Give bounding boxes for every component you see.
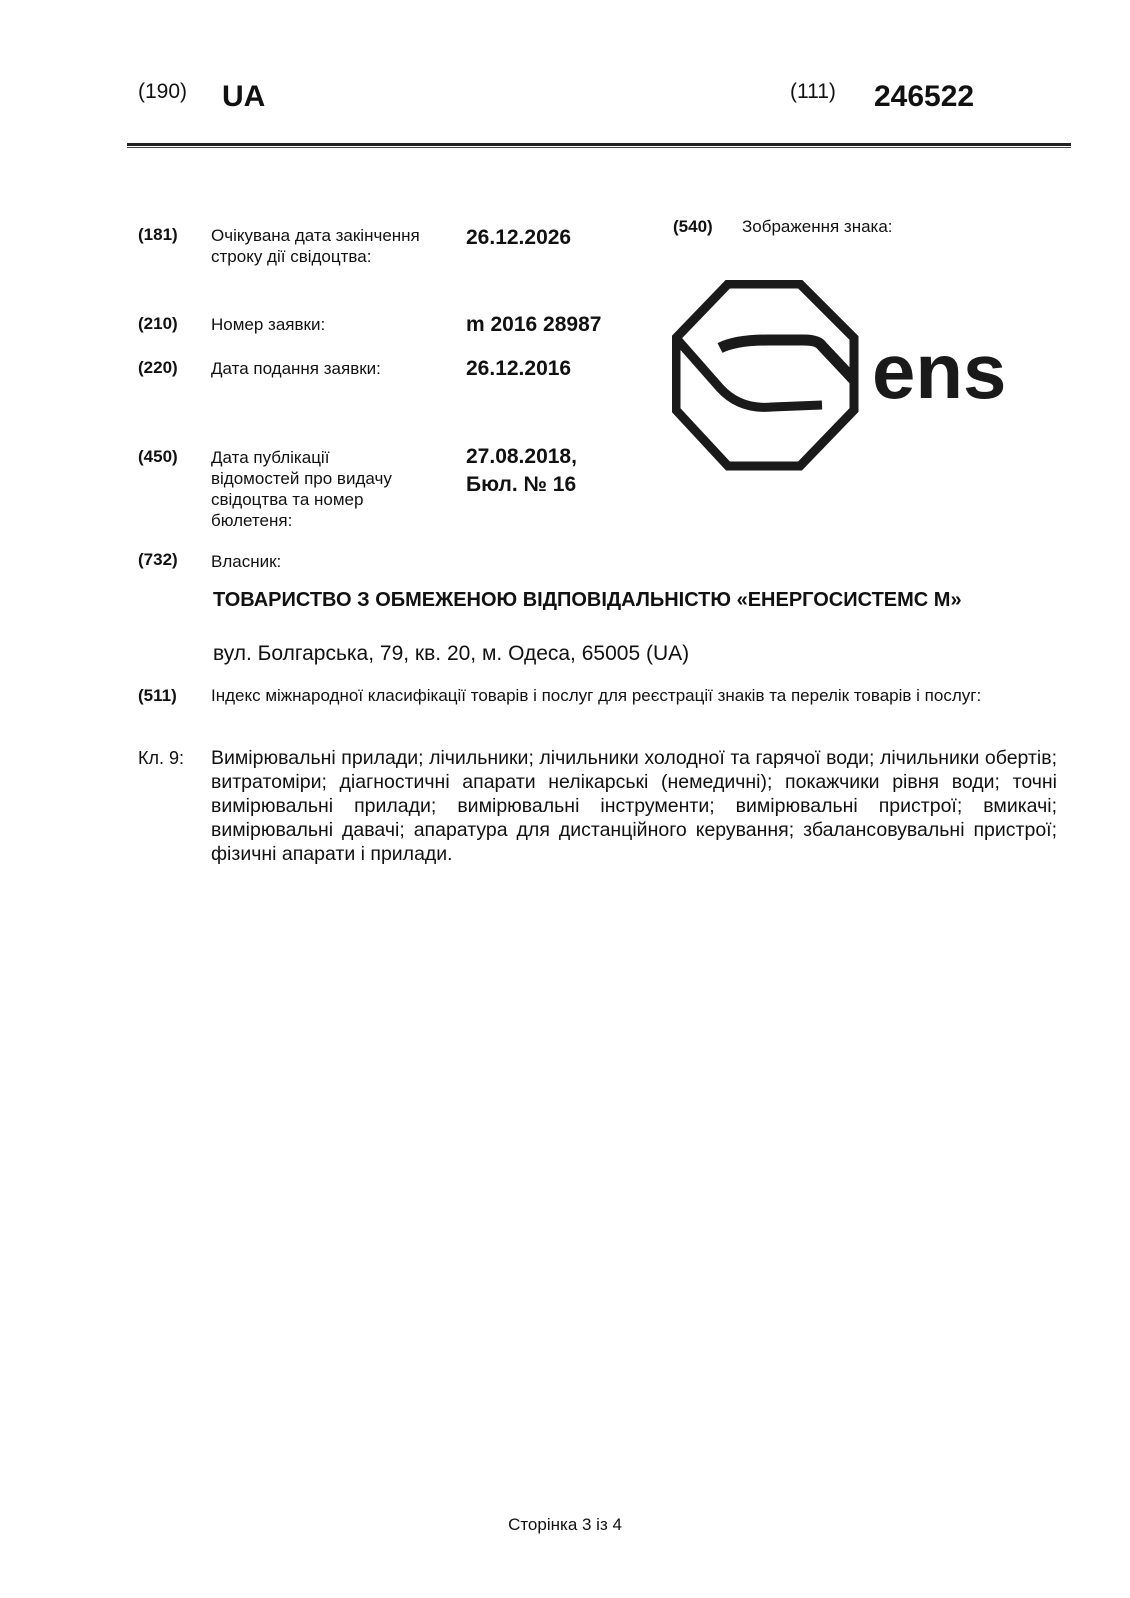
field-220-label: Дата подання заявки:: [211, 359, 381, 378]
registration-number: 246522: [874, 80, 975, 113]
field-210-label: Номер заявки:: [211, 315, 326, 334]
field-220-code: (220): [138, 358, 178, 377]
field-210-value: m 2016 28987: [466, 313, 602, 336]
field-732-code: (732): [138, 550, 178, 569]
page-number: Сторінка 3 із 4: [508, 1515, 622, 1534]
logo-text: ens: [872, 327, 1007, 415]
field-450-value-date: 27.08.2018,: [466, 445, 577, 468]
owner-address: вул. Болгарська, 79, кв. 20, м. Одеса, 65005 (UA): [213, 642, 690, 665]
field-181-code: (181): [138, 225, 178, 244]
field-511-code: (511): [138, 686, 177, 705]
field-450-label: Дата публікації відомостей про видачу свідоцтва та номер бюлетеня:: [211, 448, 392, 530]
field-732-label: Власник:: [211, 552, 282, 571]
octagon-logo-icon: [672, 280, 1052, 480]
field-450-code: (450): [138, 447, 178, 466]
field-181-value: 26.12.2026: [466, 226, 572, 249]
class-code: Кл. 9:: [138, 748, 185, 768]
registration-number-label: (111): [790, 80, 836, 103]
header-divider: [127, 143, 1071, 148]
trademark-image: [672, 280, 1052, 485]
field-210-code: (210): [138, 314, 178, 333]
owner-name: ТОВАРИСТВО З ОБМЕЖЕНОЮ ВІДПОВІДАЛЬНІСТЮ «ЕНЕРГОСИСТЕМС М»: [213, 589, 962, 611]
goods-list: Вимірювальні прилади; лічильники; лічильники холодної та гарячої води; лічильники обертів; витратоміри; діагностичні апарати нелікарські (немедичні); покажчики рівня води; точні вимірювальні прилади; вимірювальні інструменти; вимірювальні пристрої; вмикачі; вимірювальні давачі; апаратура для дистанційного керування; збалансовувальні пристрої; фізичні апарати і прилади.: [211, 747, 1057, 865]
country-code: UA: [222, 80, 266, 113]
field-181-label: Очікувана дата закінчення строку дії свідоцтва:: [211, 226, 420, 266]
field-540-code: (540): [673, 217, 713, 236]
field-220-value: 26.12.2016: [466, 357, 572, 380]
country-code-label: (190): [138, 80, 188, 103]
field-511-label: Індекс міжнародної класифікації товарів і послуг для реєстрації знаків та перелік товарів і послуг:: [211, 686, 982, 705]
field-540-label: Зображення знака:: [742, 217, 893, 236]
field-450-value-bulletin: Бюл. № 16: [466, 473, 577, 496]
